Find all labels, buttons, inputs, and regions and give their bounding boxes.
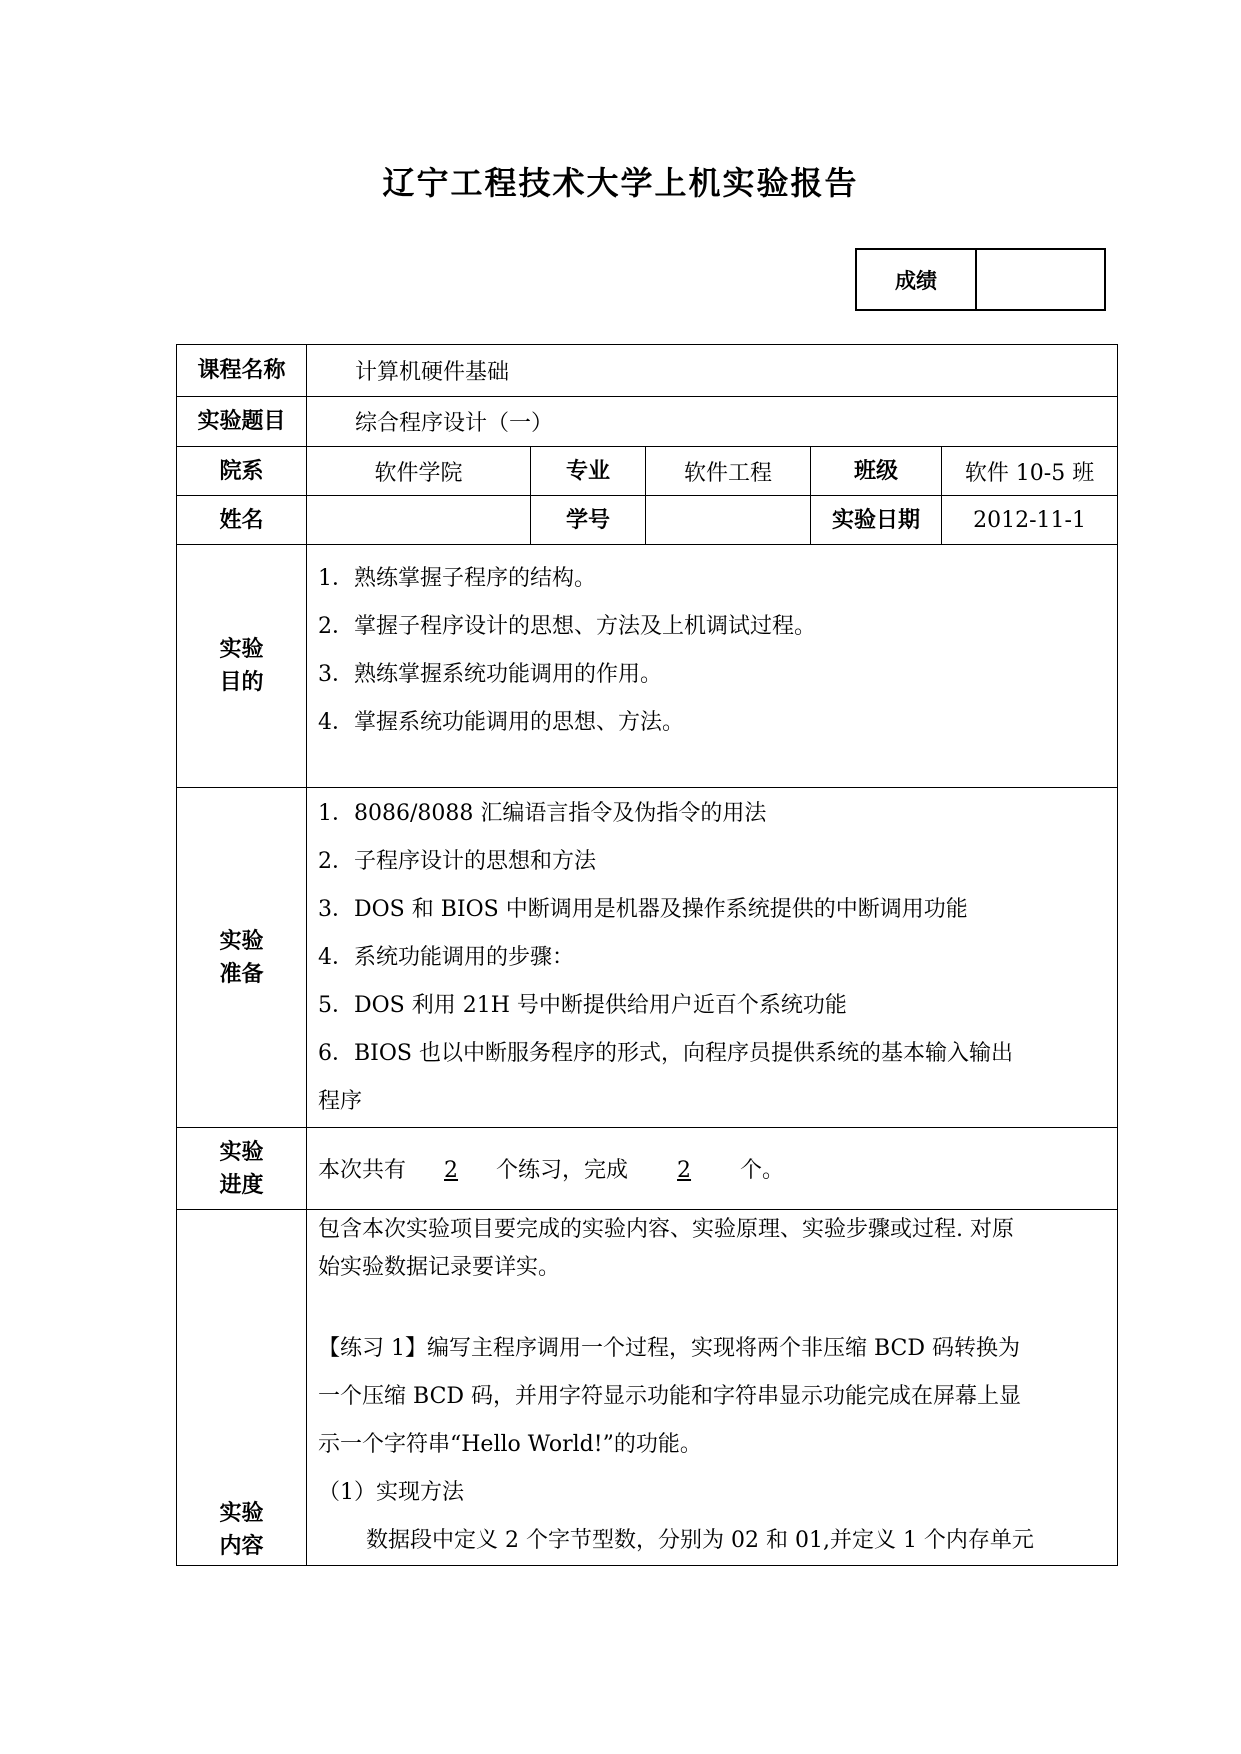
person-row <box>177 496 1118 545</box>
grade-box <box>855 248 1106 311</box>
progress-done: 2 <box>677 1158 692 1183</box>
student-id-label: 学号 <box>531 496 646 545</box>
prep-label-line1: 实验 <box>219 928 264 954</box>
grade-label: 成绩 <box>856 249 976 310</box>
purpose-label-line1: 实验 <box>219 637 264 662</box>
list-item: 2．子程序设计的思想和方法 <box>318 849 596 874</box>
list-item: 3．DOS 和 BIOS 中断调用是机器及操作系统提供的中断调用功能 <box>318 897 968 922</box>
progress-total: 2 <box>444 1158 459 1183</box>
major-value: 软件工程 <box>646 447 811 496</box>
dept-row <box>177 447 1118 496</box>
dept-value: 软件学院 <box>307 447 531 496</box>
content-row <box>177 1210 1118 1566</box>
content-body <box>307 1210 1118 1566</box>
name-label: 姓名 <box>177 496 307 545</box>
progress-row <box>177 1128 1118 1210</box>
progress-label <box>177 1128 307 1210</box>
prep-label <box>177 788 307 1128</box>
class-label: 班级 <box>811 447 942 496</box>
prep-row <box>177 788 1118 1128</box>
class-value: 软件 10-5 班 <box>942 447 1118 496</box>
date-label: 实验日期 <box>811 496 942 545</box>
list-item: 4．掌握系统功能调用的思想、方法。 <box>318 710 684 735</box>
progress-label-line1: 实验 <box>219 1139 264 1165</box>
dept-label: 院系 <box>177 447 307 496</box>
content-desc-line: 始实验数据记录要详实。 <box>318 1255 561 1280</box>
purpose-label-line2: 目的 <box>219 670 264 695</box>
report-table <box>176 344 1118 1566</box>
list-item: 3．熟练掌握系统功能调用的作用。 <box>318 662 662 687</box>
content-label-line1: 实验 <box>219 1501 264 1526</box>
content-spacer <box>318 1286 1107 1325</box>
content-label <box>177 1210 307 1566</box>
exercise-line: 【练习 1】编写主程序调用一个过程，实现将两个非压缩 BCD 码转换为 <box>318 1336 1021 1361</box>
list-item: 程序 <box>318 1089 363 1114</box>
page-title: 辽宁工程技术大学上机实验报告 <box>382 164 859 202</box>
list-item: 4．系统功能调用的步骤： <box>318 945 574 970</box>
list-item: 6．BIOS 也以中断服务程序的形式，向程序员提供系统的基本输入输出 <box>318 1041 1013 1066</box>
list-item: 1．熟练掌握子程序的结构。 <box>318 566 596 591</box>
name-value <box>307 496 531 545</box>
list-item: 5．DOS 利用 21H 号中断提供给用户近百个系统功能 <box>318 993 847 1018</box>
list-item: 1．8086/8088 汇编语言指令及伪指令的用法 <box>318 801 767 826</box>
topic-row <box>177 397 1118 447</box>
topic-label: 实验题目 <box>177 397 307 447</box>
student-id-value <box>646 496 811 545</box>
purpose-label <box>177 545 307 788</box>
progress-label-line2: 进度 <box>219 1172 264 1198</box>
progress-suffix: 个。 <box>740 1158 785 1183</box>
progress-text <box>307 1128 1118 1210</box>
major-label: 专业 <box>531 447 646 496</box>
topic-value: 综合程序设计（一） <box>307 397 1118 447</box>
course-row <box>177 345 1118 397</box>
exercise-line: 一个压缩 BCD 码，并用字符显示功能和字符串显示功能完成在屏幕上显 <box>318 1384 1022 1409</box>
purpose-list <box>307 545 1118 788</box>
content-label-line2: 内容 <box>219 1534 264 1559</box>
exercise-line: 示一个字符串“Hello World!”的功能。 <box>318 1432 702 1457</box>
method-text: 数据段中定义 2 个字节型数，分别为 02 和 01,并定义 1 个内存单元 <box>366 1528 1034 1553</box>
course-label: 课程名称 <box>177 345 307 397</box>
purpose-row <box>177 545 1118 788</box>
list-item: 2．掌握子程序设计的思想、方法及上机调试过程。 <box>318 614 816 639</box>
progress-prefix: 本次共有 <box>318 1158 407 1183</box>
date-value: 2012-11-1 <box>942 496 1118 545</box>
progress-middle: 个练习，完成 <box>496 1158 629 1183</box>
method-heading: （1）实现方法 <box>318 1480 464 1505</box>
grade-value <box>976 249 1105 310</box>
prep-label-line2: 准备 <box>219 961 264 987</box>
course-value: 计算机硬件基础 <box>307 345 1118 397</box>
prep-list <box>307 788 1118 1128</box>
content-desc-line: 包含本次实验项目要完成的实验内容、实验原理、实验步骤或过程. 对原 <box>318 1217 1014 1242</box>
